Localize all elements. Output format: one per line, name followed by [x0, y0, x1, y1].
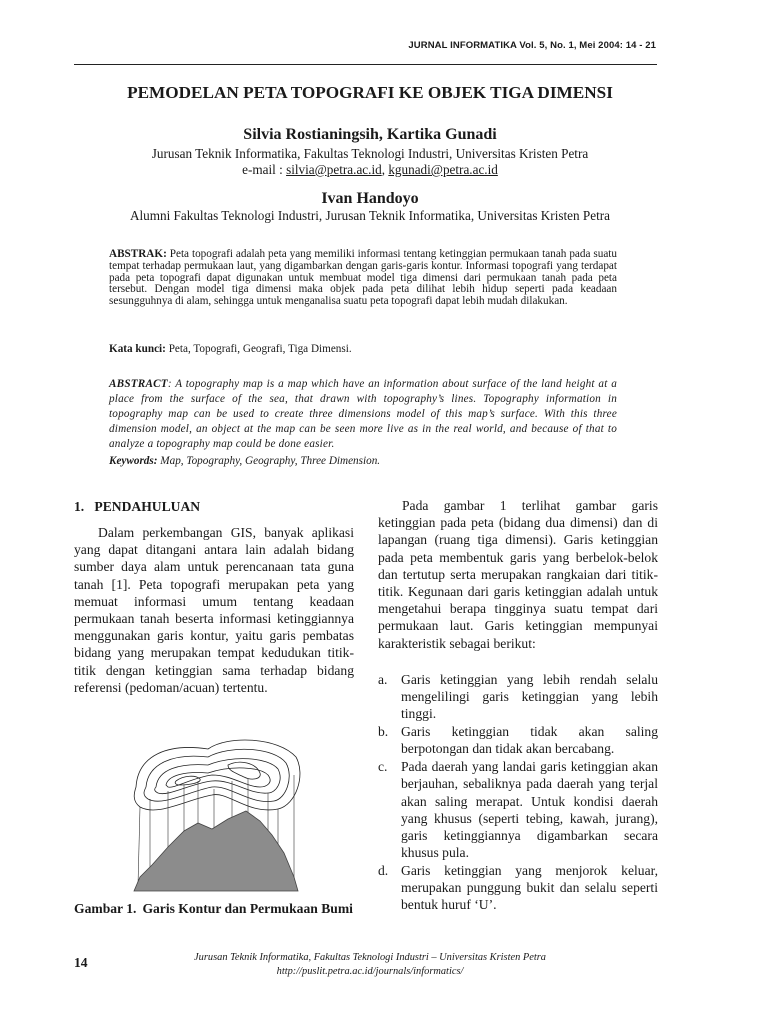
- list-marker: d.: [378, 863, 389, 879]
- list-marker: a.: [378, 672, 388, 687]
- contour-figure: [128, 735, 304, 895]
- kata-kunci-label: Kata kunci:: [109, 343, 166, 355]
- list-item-text: Garis ketinggian yang lebih rendah selalu mengelilingi garis ketinggian yang lebih tinggi.: [401, 672, 658, 722]
- email-prefix: e-mail :: [242, 162, 287, 177]
- page-footer: [120, 951, 620, 979]
- list-item: [378, 862, 658, 914]
- list-item: [378, 758, 658, 861]
- affiliation-secondary: Alumni Fakultas Teknologi Industri, Jurusan Teknik Informatika, Universitas Kristen Petra: [129, 208, 611, 223]
- footer-url[interactable]: http://puslit.petra.ac.id/journals/informatics/: [276, 966, 464, 977]
- header-rule: [74, 64, 657, 65]
- contour-line: [155, 759, 280, 794]
- list-item: [378, 723, 658, 757]
- page-number: 14: [74, 955, 88, 970]
- abstract-label: ABSTRACT: [109, 378, 168, 390]
- affiliation-primary: [70, 146, 670, 178]
- projection-line: [138, 807, 140, 885]
- authors-secondary: Ivan Handoyo: [321, 190, 419, 207]
- abstrak-label: ABSTRAK:: [109, 248, 167, 260]
- abstract-text: : A topography map is a map which have an information about surface of the land height at a place from the surface of the sea, that drawn with topography’s lines. Topography information in topography map can be used to create three dimensions model of this map’s surface. With this three dimension model, an object at the map can be seen more live as in the real world, and because of that to analyze a topography map could be done easier.: [109, 378, 617, 450]
- keywords-text: Map, Topography, Geography, Three Dimension.: [160, 455, 381, 467]
- abstrak-text: Peta topografi adalah peta yang memiliki informasi tentang ketinggian permukaan tanah pada suatu tempat terhadap permukaan laut, yang digambarkan dengan garis-garis kontur. Informasi topografi yang terdapat pada peta topografi dapat digunakan untuk membuat model tiga dimensi dari permukaan tanah pada peta tersebut. Dengan model tiga dimensi maka objek pada peta dilihat lebih hidup seperti pada keadaan sesungguhnya di alam, sehingga untuk menganalisa suatu peta topografi dapat lebih mudah dilakukan.: [109, 248, 618, 308]
- email-link-1[interactable]: silvia@petra.ac.id: [286, 162, 382, 177]
- kata-kunci: [109, 343, 352, 355]
- footer-affiliation: Jurusan Teknik Informatika, Fakultas Teknologi Industri – Universitas Kristen Petra: [194, 952, 546, 963]
- section-heading: 1. PENDAHULUAN: [74, 499, 201, 514]
- criteria-list: [378, 671, 658, 914]
- list-item: [378, 671, 658, 723]
- figure-caption: [74, 900, 364, 917]
- running-head: JURNAL INFORMATIKA Vol. 5, No. 1, Mei 2004: 14 - 21: [408, 40, 656, 51]
- email-link-2[interactable]: kgunadi@petra.ac.id: [388, 162, 498, 177]
- list-marker: b.: [378, 724, 389, 740]
- keywords: [109, 455, 380, 467]
- figure-paragraph: Pada gambar 1 terlihat gambar garis ketinggian pada peta (bidang dua dimensi) dan di lapangan (ruang tiga dimensi). Garis ketinggian pada peta membentuk garis yang berbelok-belok dan tertutup serta merupakan rangkaian dari titik-titik. Kegunaan dari garis ketinggian adalah untuk mengetahui berapa tingginya suatu tempat dari permukaan laut. Garis ketinggian mempunyai karakteristik sebagai berikut:: [378, 498, 658, 651]
- figure-label: Gambar 1.: [74, 901, 137, 916]
- authors-primary: Silvia Rostianingsih, Kartika Gunadi: [243, 126, 497, 143]
- abstrak-block: [109, 249, 617, 308]
- abstract-block: [109, 377, 617, 452]
- affiliation-primary-text: Jurusan Teknik Informatika, Fakultas Teknologi Industri, Universitas Kristen Petra: [151, 146, 589, 161]
- list-item-text: Pada daerah yang landai garis ketinggian akan berjauhan, sebaliknya pada daerah yang terjal akan saling merapat. Untuk kondisi daerah yang khusus (seperti tebing, kawah, jurang), garis ketinggiannya digambarkan secara khusus pula.: [401, 759, 658, 861]
- contour-line: [175, 776, 200, 785]
- contour-line: [228, 762, 260, 779]
- paper-title: PEMODELAN PETA TOPOGRAFI KE OBJEK TIGA DIMENSI: [127, 83, 613, 102]
- kata-kunci-text: Peta, Topografi, Geografi, Tiga Dimensi.: [168, 343, 352, 355]
- email-line: [70, 162, 670, 178]
- figure-caption-text: Garis Kontur dan Permukaan Bumi: [142, 901, 353, 916]
- list-item-text: Garis ketinggian tidak akan saling berpotongan dan tidak akan bercabang.: [401, 724, 658, 757]
- list-marker: c.: [378, 759, 388, 775]
- terrain-surface: [134, 811, 298, 891]
- list-item-text: Garis ketinggian yang menjorok keluar, merupakan punggung bukit dan selalu seperti bentuk huruf ‘U’.: [401, 863, 658, 913]
- keywords-label: Keywords:: [109, 455, 158, 467]
- email-separator: ,: [381, 162, 389, 177]
- intro-paragraph: Dalam perkembangan GIS, banyak aplikasi yang dapat ditangani antara lain adalah bidang sumber daya alam untuk perencanaan tata guna tanah [1]. Peta topografi merupakan peta yang memuat informasi umum tentang keadaan permukaan tanah beserta informasi ketinggiannya menggunakan garis kontur, yaitu garis pembatas bidang yang merupakan tempat kedudukan titik-titik dengan ketinggian sama terhadap bidang referensi (pedoman/acuan) tertentu.: [74, 525, 354, 695]
